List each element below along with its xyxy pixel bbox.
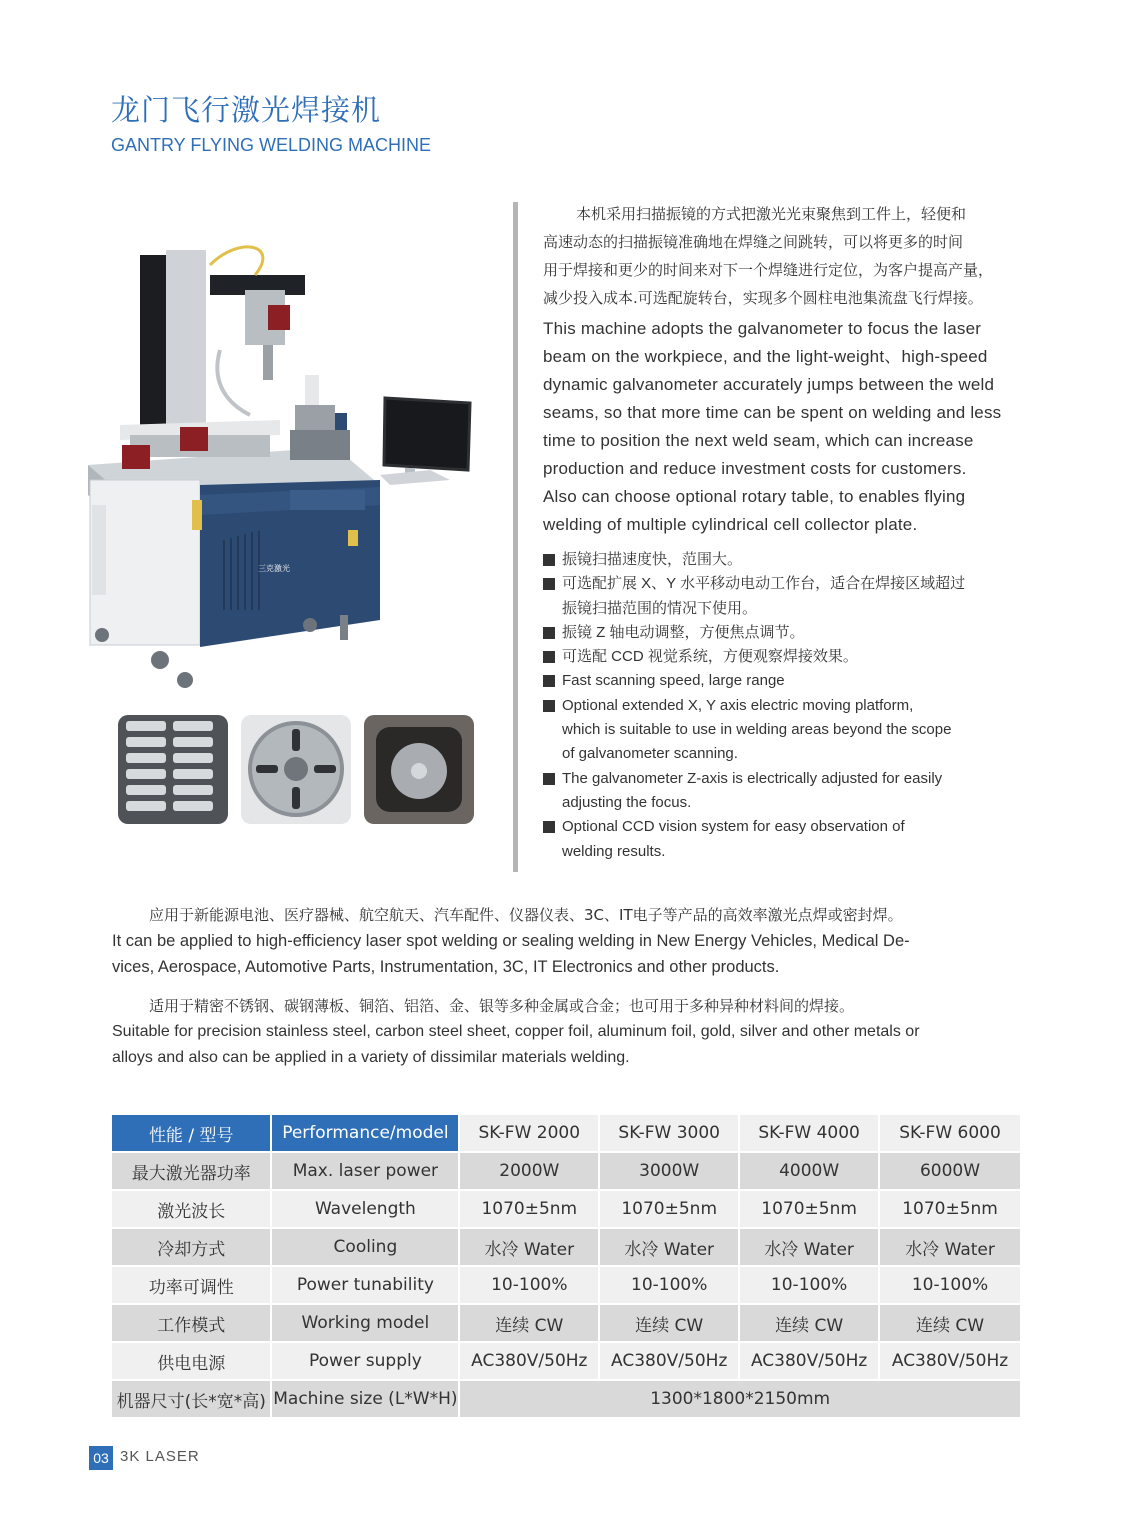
materials-paragraph: [112, 993, 1022, 1071]
table-cell: 10-100%: [879, 1266, 1021, 1304]
table-cell: 10-100%: [739, 1266, 879, 1304]
table-cell: 1070±5nm: [739, 1190, 879, 1228]
table-cell: 2000W: [459, 1152, 599, 1190]
table-cell: 激光波长: [112, 1190, 271, 1228]
footer-brand: 3K LASER: [120, 1448, 200, 1465]
table-header-cell: SK-FW 4000: [739, 1115, 879, 1152]
table-cell: 机器尺寸(长*宽*高): [112, 1380, 271, 1418]
feature-list: [543, 548, 1033, 864]
table-cell: 3000W: [599, 1152, 739, 1190]
description-line: This machine adopts the galvanometer to focus the laser: [543, 319, 982, 338]
spec-table: [112, 1115, 1022, 1419]
description-line: 高速动态的扫描振镜准确地在焊缝之间跳转，可以将更多的时间: [543, 233, 964, 251]
table-cell: 连续 CW: [739, 1304, 879, 1342]
description-line: 本机采用扫描振镜的方式把激光光束聚焦到工件上，轻便和: [576, 205, 967, 223]
table-cell: 水冷 Water: [459, 1228, 599, 1266]
svg-text:三克激光: 三克激光: [258, 564, 290, 573]
table-cell: AC380V/50Hz: [599, 1342, 739, 1380]
table-cell: Power tunability: [271, 1266, 459, 1304]
thumbnail-cell-plates: [118, 715, 228, 824]
applications-cn: 应用于新能源电池、医疗器械、航空航天、汽车配件、仪器仪表、3C、IT电子等产品的高效率激光点焊或密封焊。: [149, 906, 903, 924]
description-en: [543, 315, 1033, 539]
table-header-cell: SK-FW 2000: [459, 1115, 599, 1152]
table-cell: 连续 CW: [879, 1304, 1021, 1342]
description-line: 减少投入成本.可选配旋转台，实现多个圆柱电池集流盘飞行焊接。: [543, 289, 983, 307]
table-row: [112, 1228, 1021, 1266]
table-cell: AC380V/50Hz: [459, 1342, 599, 1380]
feature-item: Optional extended X, Y axis electric moving platform, which is suitable to use in welding areas beyond the scope of galvanometer scanning.: [543, 694, 1033, 767]
table-cell: 水冷 Water: [599, 1228, 739, 1266]
table-row: [112, 1152, 1021, 1190]
table-cell: Machine size (L*W*H): [271, 1380, 459, 1418]
applications-en-line: vices, Aerospace, Automotive Parts, Instrumentation, 3C, IT Electronics and other products.: [112, 958, 780, 976]
table-row: [112, 1380, 1021, 1418]
table-cell: 连续 CW: [459, 1304, 599, 1342]
description-line: Also can choose optional rotary table, to enables flying: [543, 487, 966, 506]
description-line: 用于焊接和更少的时间来对下一个焊缝进行定位，为客户提高产量，: [543, 261, 994, 279]
table-row: [112, 1266, 1021, 1304]
feature-item: The galvanometer Z-axis is electrically adjusted for easily adjusting the focus.: [543, 767, 1033, 816]
table-cell: Wavelength: [271, 1190, 459, 1228]
table-header-cell: SK-FW 6000: [879, 1115, 1021, 1152]
table-cell: 冷却方式: [112, 1228, 271, 1266]
thumbnail-sealed-cell: [364, 715, 474, 824]
table-cell: 1070±5nm: [599, 1190, 739, 1228]
applications-en-line: It can be applied to high-efficiency laser spot welding or sealing welding in New Energy Vehicles, Medical De-: [112, 932, 910, 950]
table-header-cell: SK-FW 3000: [599, 1115, 739, 1152]
feature-item: 可选配扩展 X、Y 水平移动电动工作台，适合在焊接区域超过 振镜扫描范围的情况下使用。: [543, 572, 1033, 621]
table-cell: 工作模式: [112, 1304, 271, 1342]
materials-en-line: Suitable for precision stainless steel, carbon steel sheet, copper foil, aluminum foil, gold, silver and other metals or: [112, 1023, 920, 1040]
description-line: dynamic galvanometer accurately jumps between the weld: [543, 375, 995, 394]
materials-en-line: alloys and also can be applied in a variety of dissimilar materials welding.: [112, 1049, 630, 1066]
table-row: [112, 1342, 1021, 1380]
table-cell: 功率可调性: [112, 1266, 271, 1304]
feature-item: 可选配 CCD 视觉系统，方便观察焊接效果。: [543, 645, 1033, 669]
table-cell: 10-100%: [599, 1266, 739, 1304]
feature-item: Fast scanning speed, large range: [543, 669, 1033, 693]
materials-cn: 适用于精密不锈钢、碳钢薄板、铜箔、铝箔、金、银等多种金属或合金；也可用于多种异种材料间的焊接。: [149, 997, 855, 1015]
feature-item: 振镜 Z 轴电动调整，方便焦点调节。: [543, 621, 1033, 645]
page-title-en: GANTRY FLYING WELDING MACHINE: [111, 135, 432, 155]
applications-paragraph: [112, 902, 1022, 980]
brand-logo: [258, 563, 290, 573]
table-row: [112, 1304, 1021, 1342]
table-cell: 10-100%: [459, 1266, 599, 1304]
feature-item: 振镜扫描速度快，范围大。: [543, 548, 1033, 572]
description-cn: [543, 200, 1033, 312]
table-header-cell: Performance/model: [271, 1115, 459, 1152]
page-title-cn: 龙门飞行激光焊接机: [111, 93, 382, 127]
table-header-cell: 性能 / 型号: [112, 1115, 271, 1152]
table-cell: 供电电源: [112, 1342, 271, 1380]
table-cell: 水冷 Water: [739, 1228, 879, 1266]
machine-photo: [80, 235, 480, 695]
page-number: 03: [89, 1446, 113, 1470]
thumbnail-collector-disc: [241, 715, 351, 824]
table-cell: 连续 CW: [599, 1304, 739, 1342]
table-row: [112, 1190, 1021, 1228]
table-cell: AC380V/50Hz: [879, 1342, 1021, 1380]
table-cell: 1300*1800*2150mm: [459, 1380, 1021, 1418]
description-line: seams, so that more time can be spent on welding and less: [543, 403, 1002, 422]
table-cell: 6000W: [879, 1152, 1021, 1190]
table-cell: 1070±5nm: [879, 1190, 1021, 1228]
table-cell: AC380V/50Hz: [739, 1342, 879, 1380]
table-cell: 4000W: [739, 1152, 879, 1190]
description-line: production and reduce investment costs for customers.: [543, 459, 967, 478]
description-line: beam on the workpiece, and the light-weight、high-speed: [543, 347, 988, 366]
table-cell: Working model: [271, 1304, 459, 1342]
table-cell: Power supply: [271, 1342, 459, 1380]
table-header-row: [112, 1115, 1021, 1152]
vertical-divider: [513, 202, 518, 872]
table-cell: Cooling: [271, 1228, 459, 1266]
table-cell: 最大激光器功率: [112, 1152, 271, 1190]
description-line: welding of multiple cylindrical cell collector plate.: [543, 515, 918, 534]
table-cell: Max. laser power: [271, 1152, 459, 1190]
feature-item: Optional CCD vision system for easy observation of welding results.: [543, 815, 1033, 864]
description-line: time to position the next weld seam, which can increase: [543, 431, 974, 450]
table-cell: 1070±5nm: [459, 1190, 599, 1228]
table-cell: 水冷 Water: [879, 1228, 1021, 1266]
